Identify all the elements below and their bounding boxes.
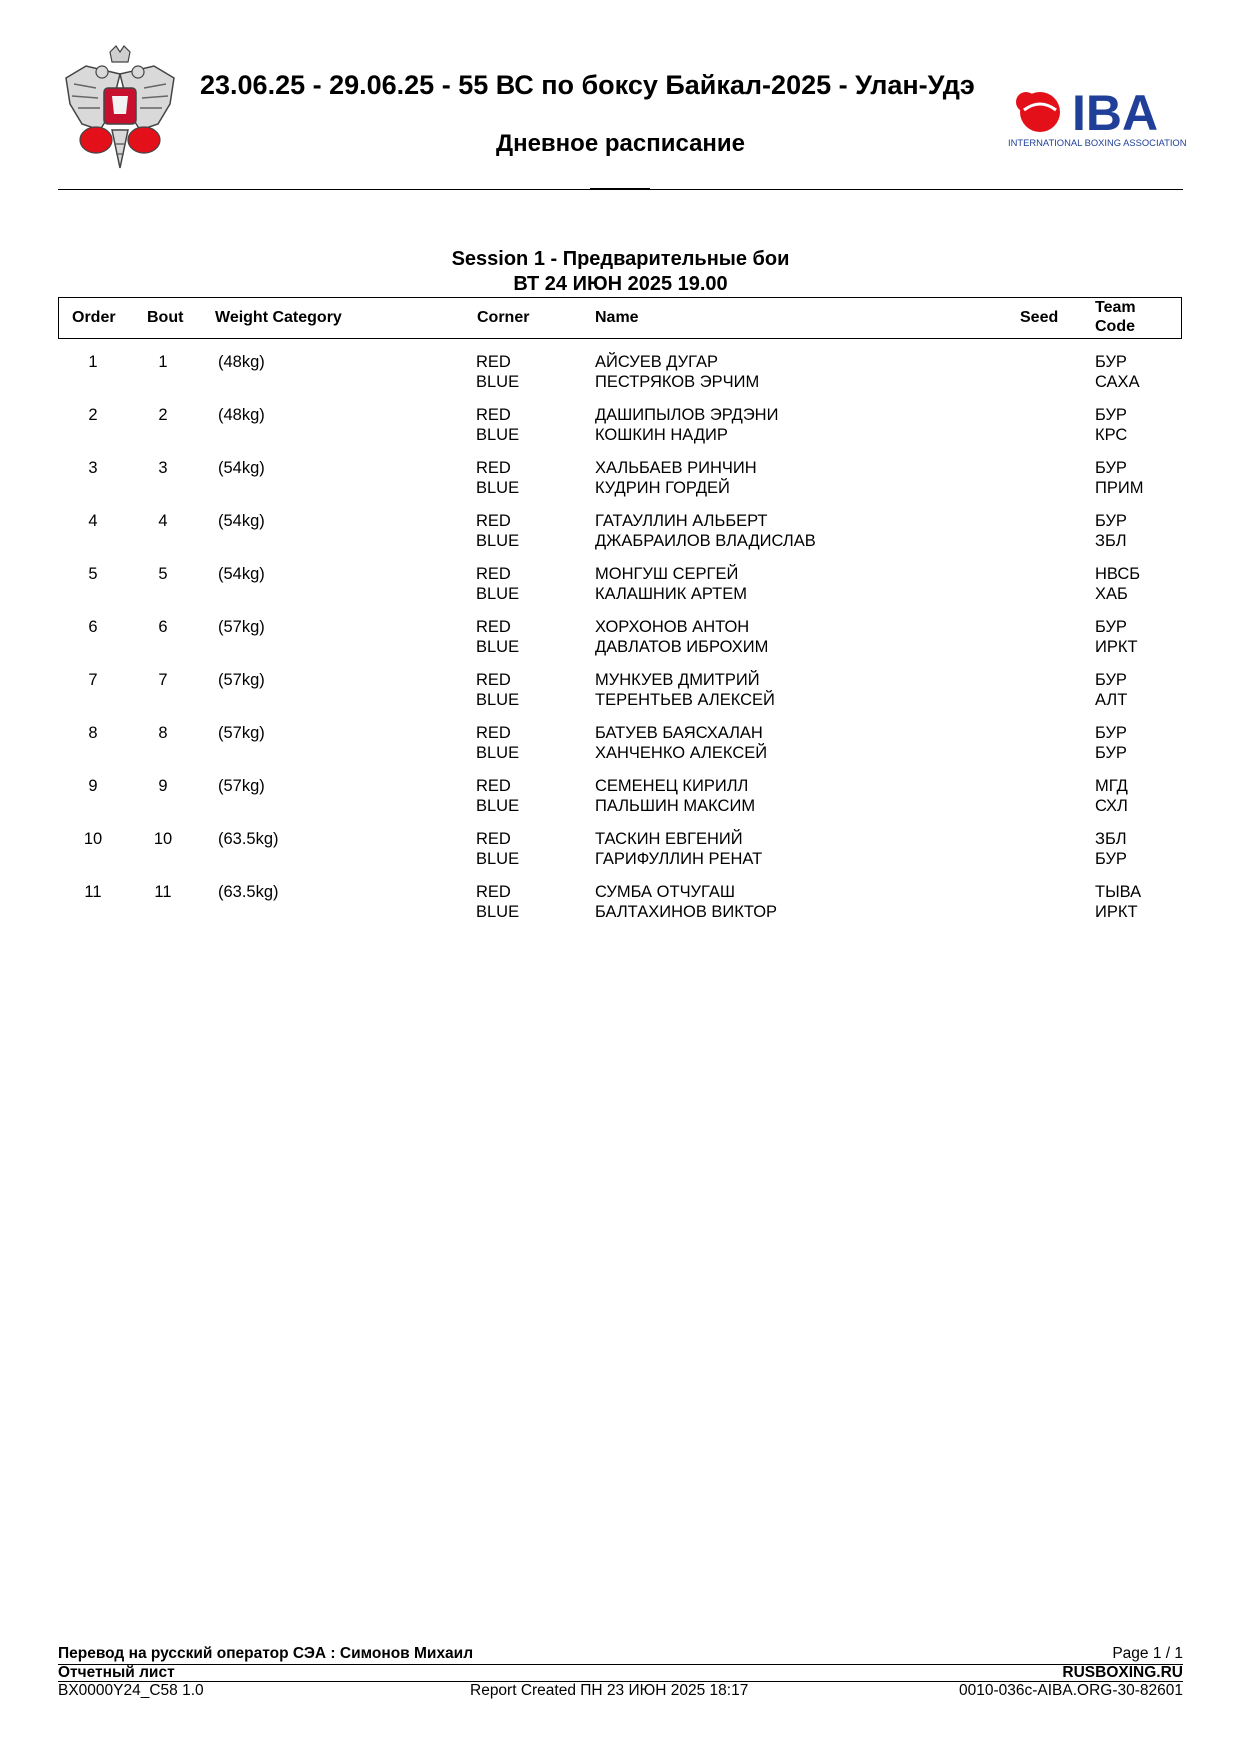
row-weight-category: (54kg) [218, 459, 265, 477]
table-row [58, 882, 1183, 935]
row-weight-category: (57kg) [218, 777, 265, 795]
footer-divider-top [58, 1664, 1183, 1665]
row-corner-red: RED [476, 406, 511, 424]
row-corner-red: RED [476, 883, 511, 901]
row-red-team-code: ЗБЛ [1095, 830, 1127, 848]
row-weight-category: (48kg) [218, 406, 265, 424]
row-order: 4 [88, 512, 98, 530]
row-red-boxer-name: БАТУЕВ БАЯСХАЛАН [595, 724, 763, 742]
row-red-boxer-name: СУМБА ОТЧУГАШ [595, 883, 736, 901]
footer-report-label: Отчетный лист [58, 1664, 175, 1681]
row-blue-boxer-name: ХАНЧЕНКО АЛЕКСЕЙ [595, 744, 768, 762]
row-blue-boxer-name: ТЕРЕНТЬЕВ АЛЕКСЕЙ [595, 691, 775, 709]
table-header [58, 297, 1182, 339]
row-corner-red: RED [476, 459, 511, 477]
row-bout: 7 [158, 671, 168, 689]
row-red-team-code: БУР [1095, 512, 1127, 530]
row-bout: 9 [158, 777, 168, 795]
row-red-boxer-name: ТАСКИН ЕВГЕНИЙ [595, 830, 743, 848]
row-red-boxer-name: СЕМЕНЕЦ КИРИЛЛ [595, 777, 749, 795]
table-row [58, 723, 1183, 776]
row-order: 7 [88, 671, 98, 689]
row-blue-team-code: СХЛ [1095, 797, 1128, 815]
table-row [58, 352, 1183, 405]
row-corner-blue: BLUE [476, 903, 520, 921]
row-order: 6 [88, 618, 98, 636]
row-blue-team-code: БУР [1095, 850, 1127, 868]
event-title: 23.06.25 - 29.06.25 - 55 ВС по боксу Байкал-2025 - Улан-Удэ [200, 70, 975, 100]
footer-translator: Перевод на русский оператор СЭА : Симонов Михаил [58, 1645, 474, 1662]
row-bout: 11 [154, 883, 172, 901]
table-row [58, 405, 1183, 458]
row-red-team-code: БУР [1095, 353, 1127, 371]
document-subtitle: Дневное расписание [495, 130, 746, 157]
row-blue-team-code: ЗБЛ [1095, 532, 1127, 550]
row-bout: 3 [158, 459, 168, 477]
table-row [58, 617, 1183, 670]
row-blue-team-code: ИРКТ [1095, 638, 1138, 656]
row-corner-blue: BLUE [476, 638, 520, 656]
row-corner-blue: BLUE [476, 426, 520, 444]
row-blue-team-code: ИРКТ [1095, 903, 1138, 921]
column-header-bout: Bout [147, 309, 184, 326]
row-corner-blue: BLUE [476, 850, 520, 868]
row-blue-boxer-name: ГАРИФУЛЛИН РЕНАТ [595, 850, 763, 868]
row-blue-team-code: ПРИМ [1095, 479, 1144, 497]
row-corner-red: RED [476, 512, 511, 530]
column-header-weight: Weight Category [215, 309, 342, 326]
row-blue-boxer-name: БАЛТАХИНОВ ВИКТОР [595, 903, 778, 921]
row-corner-blue: BLUE [476, 585, 520, 603]
row-bout: 10 [153, 830, 173, 848]
row-corner-blue: BLUE [476, 479, 520, 497]
row-corner-red: RED [476, 671, 511, 689]
column-header-name: Name [595, 309, 639, 326]
row-red-team-code: НВСБ [1095, 565, 1141, 583]
row-blue-team-code: АЛТ [1095, 691, 1128, 709]
iba-logo-subtext: INTERNATIONAL BOXING ASSOCIATION [1008, 137, 1186, 148]
row-weight-category: (63.5kg) [218, 883, 279, 901]
row-red-boxer-name: ХОРХОНОВ АНТОН [595, 618, 750, 636]
row-red-boxer-name: АЙСУЕВ ДУГАР [595, 353, 718, 371]
row-corner-red: RED [476, 565, 511, 583]
row-order: 3 [88, 459, 98, 477]
row-corner-red: RED [476, 830, 511, 848]
row-corner-red: RED [476, 353, 511, 371]
row-order: 8 [88, 724, 98, 742]
row-bout: 5 [158, 565, 168, 583]
row-bout: 2 [158, 406, 168, 424]
footer-report-created: Report Created ПН 23 ИЮН 2025 18:17 [470, 1682, 749, 1699]
row-corner-red: RED [476, 618, 511, 636]
footer-page-number: Page 1 / 1 [1112, 1645, 1183, 1662]
footer-reference: 0010-036c-AIBA.ORG-30-82601 [958, 1682, 1183, 1699]
row-order: 5 [88, 565, 98, 583]
iba-logo-text: IBA [1072, 85, 1159, 141]
iba-logo [1004, 80, 1186, 150]
row-blue-team-code: ХАБ [1095, 585, 1128, 603]
table-row [58, 829, 1183, 882]
column-header-seed: Seed [1020, 309, 1059, 326]
row-red-boxer-name: МОНГУШ СЕРГЕЙ [595, 565, 739, 583]
bouts-table [58, 352, 1183, 935]
row-red-boxer-name: ХАЛЬБАЕВ РИНЧИН [595, 459, 757, 477]
row-corner-blue: BLUE [476, 691, 520, 709]
column-header-code: Code [1095, 318, 1135, 335]
row-blue-team-code: КРС [1095, 426, 1128, 444]
header-divider-accent [590, 188, 650, 190]
row-order: 2 [88, 406, 98, 424]
row-corner-red: RED [476, 724, 511, 742]
row-blue-team-code: САХА [1095, 373, 1140, 391]
table-row [58, 511, 1183, 564]
row-red-team-code: БУР [1095, 406, 1127, 424]
row-blue-boxer-name: КУДРИН ГОРДЕЙ [595, 479, 730, 497]
row-weight-category: (57kg) [218, 724, 265, 742]
row-blue-boxer-name: КОШКИН НАДИР [595, 426, 728, 444]
row-corner-blue: BLUE [476, 373, 520, 391]
session-title: Session 1 - Предварительные бои [451, 248, 790, 270]
row-corner-blue: BLUE [476, 797, 520, 815]
table-row [58, 776, 1183, 829]
footer-document-code: BX0000Y24_C58 1.0 [58, 1682, 204, 1699]
table-row [58, 670, 1183, 723]
table-row [58, 458, 1183, 511]
row-bout: 6 [158, 618, 168, 636]
row-red-team-code: БУР [1095, 618, 1127, 636]
row-weight-category: (57kg) [218, 618, 265, 636]
row-red-team-code: БУР [1095, 724, 1127, 742]
row-blue-boxer-name: ПАЛЬШИН МАКСИМ [595, 797, 756, 815]
column-header-team: Team [1095, 299, 1136, 316]
row-red-team-code: ТЫВА [1095, 883, 1142, 901]
row-weight-category: (48kg) [218, 353, 265, 371]
row-order: 1 [88, 353, 98, 371]
row-corner-red: RED [476, 777, 511, 795]
row-weight-category: (54kg) [218, 512, 265, 530]
row-bout: 4 [158, 512, 168, 530]
row-bout: 1 [158, 353, 168, 371]
row-weight-category: (57kg) [218, 671, 265, 689]
row-red-boxer-name: МУНКУЕВ ДМИТРИЙ [595, 671, 760, 689]
row-blue-boxer-name: ДАВЛАТОВ ИБРОХИМ [595, 638, 769, 656]
row-order: 10 [83, 830, 103, 848]
row-blue-boxer-name: КАЛАШНИК АРТЕМ [595, 585, 748, 603]
row-weight-category: (54kg) [218, 565, 265, 583]
row-red-team-code: МГД [1095, 777, 1128, 795]
session-date: ВТ 24 ИЮН 2025 19.00 [513, 273, 728, 295]
column-header-corner: Corner [477, 309, 530, 326]
table-row [58, 564, 1183, 617]
column-header-order: Order [72, 309, 116, 326]
row-red-team-code: БУР [1095, 459, 1127, 477]
row-red-team-code: БУР [1095, 671, 1127, 689]
row-red-boxer-name: ГАТАУЛЛИН АЛЬБЕРТ [595, 512, 768, 530]
row-order: 11 [84, 883, 102, 901]
row-red-boxer-name: ДАШИПЫЛОВ ЭРДЭНИ [595, 406, 779, 424]
row-blue-boxer-name: ПЕСТРЯКОВ ЭРЧИМ [595, 373, 760, 391]
row-corner-blue: BLUE [476, 532, 520, 550]
row-corner-blue: BLUE [476, 744, 520, 762]
row-bout: 8 [158, 724, 168, 742]
row-weight-category: (63.5kg) [218, 830, 279, 848]
footer-site: RUSBOXING.RU [1062, 1664, 1183, 1681]
row-blue-boxer-name: ДЖАБРАИЛОВ ВЛАДИСЛАВ [595, 532, 816, 550]
row-blue-team-code: БУР [1095, 744, 1127, 762]
row-order: 9 [88, 777, 98, 795]
